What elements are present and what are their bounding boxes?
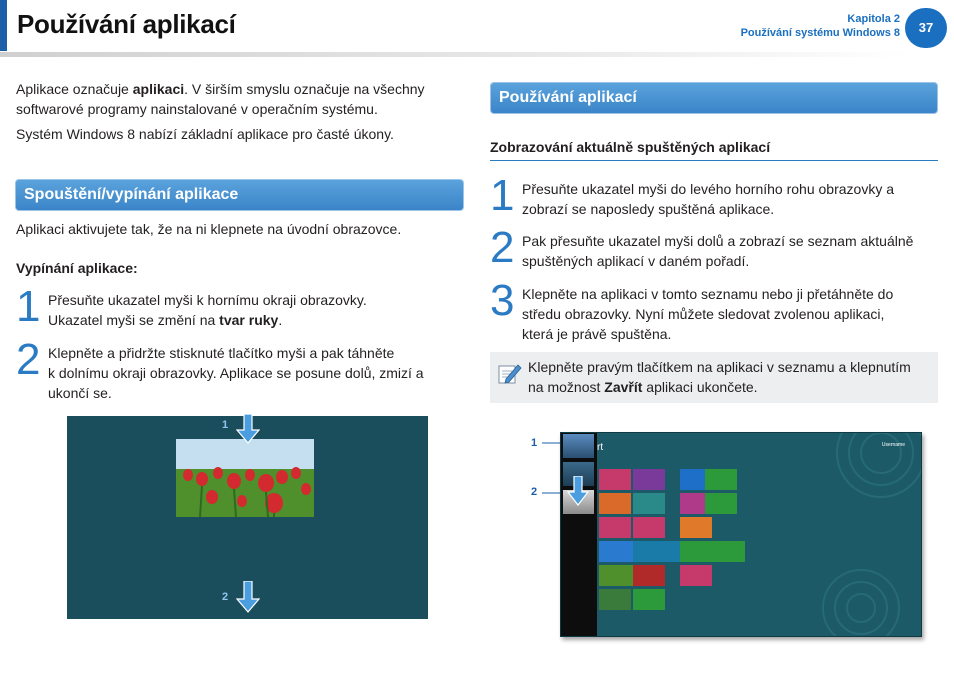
right-step-number-3: 3	[490, 276, 515, 325]
tile-calendar[interactable]	[633, 469, 665, 490]
section-title-start-stop: Spouštění/vypínání aplikace	[24, 186, 239, 203]
tile-store[interactable]	[705, 469, 737, 490]
right-step-2-text: Pak přesuňte ukazatel myši dolů a zobrazí se seznam aktuálně spuštěných aplikací v daném pořadí.	[522, 233, 914, 269]
subheading-running-apps: Zobrazování aktuálně spuštěných aplikací	[490, 139, 771, 155]
tile-video[interactable]	[633, 517, 665, 538]
section-bar-using-apps	[490, 82, 938, 114]
step-number-2: 2	[16, 335, 41, 384]
header-accent-bar	[0, 0, 7, 51]
intro-paragraph-2: Systém Windows 8 nabízí základní aplikace pro časté úkony.	[16, 126, 394, 142]
note-pencil-icon	[496, 360, 522, 386]
right-step-3-text: Klepněte na aplikaci v tomto seznamu nebo ji přetáhněte do středu obrazovky. Nyní můžete sledovat zvolenou aplikaci, která je právě spuštěna.	[522, 286, 894, 342]
arrow-down-icon-top	[236, 414, 260, 444]
tile-people[interactable]	[599, 493, 631, 514]
close-app-illustration	[67, 416, 428, 619]
page-number-badge: 37	[905, 8, 947, 48]
close-heading: Vypínání aplikace:	[16, 260, 138, 276]
app-switch-list	[561, 433, 597, 636]
section-bar-start-stop	[15, 179, 464, 211]
page-title: Používání aplikací	[17, 9, 236, 39]
right-illustration-label-2: 2	[531, 486, 538, 498]
right-step-number-1: 1	[490, 171, 515, 220]
close-option-bold: Zavřít	[604, 379, 643, 395]
left-step-1-text: Přesuňte ukazatel myši k hornímu okraji obrazovky. Ukazatel myši se změní na tvar ruky.	[48, 292, 367, 328]
tip-text: Klepněte pravým tlačítkem na aplikaci v seznamu a klepnutím na možnost Zavřít aplikaci ukončete.	[528, 359, 911, 395]
activate-paragraph: Aplikaci aktivujete tak, že na ni klepnete na úvodní obrazovce.	[16, 221, 402, 237]
tulip-field-image	[176, 439, 314, 517]
intro-paragraph-1: Aplikace označuje aplikaci. V širším smyslu označuje na všechny softwarové programy nainstalované v operačním systému.	[16, 81, 425, 117]
right-step-number-2: 2	[490, 223, 515, 272]
tile-news[interactable]	[705, 493, 737, 514]
arrow-down-icon-bottom	[236, 581, 260, 613]
user-name: Username	[881, 442, 905, 448]
tile-maps[interactable]	[633, 565, 665, 586]
tile-sport[interactable]	[680, 541, 745, 562]
left-step-2-text: Klepněte a přidržte stisknuté tlačítko myši a pak táhněte k dolnímu okraji obrazovky. Aplikace se posune dolů, zmizí a ukončí se.	[48, 345, 424, 401]
right-illustration-label-1: 1	[531, 437, 538, 449]
tile-xbox[interactable]	[633, 589, 665, 610]
chapter-info	[741, 12, 900, 40]
chapter-title: Používání systému Windows 8	[740, 27, 900, 39]
tile-mail[interactable]	[599, 469, 631, 490]
illustration-label-1: 1	[222, 419, 229, 431]
app-window-tulips	[176, 439, 314, 517]
tile-music[interactable]	[680, 517, 712, 538]
start-screen-illustration	[560, 432, 922, 637]
tip-box	[490, 352, 938, 403]
switch-thumb-1	[563, 434, 594, 458]
tile-games[interactable]	[599, 589, 631, 610]
arrow-down-icon-switch	[567, 476, 589, 506]
subheading-underline	[490, 160, 938, 161]
chapter-label: Kapitola 2	[847, 13, 900, 25]
right-step-1-text: Přesuňte ukazatel myši do levého horního rohu obrazovky a zobrazí se naposledy spuštěná aplikace.	[522, 181, 894, 217]
tile-photos[interactable]	[633, 493, 665, 514]
step-number-1: 1	[16, 282, 41, 331]
tile-camera[interactable]	[680, 565, 712, 586]
start-title-partial: rt	[597, 442, 604, 453]
illustration-label-2: 2	[222, 591, 229, 603]
hand-shape-bold: tvar ruky	[219, 312, 279, 328]
section-title-using-apps: Používání aplikací	[499, 89, 637, 106]
header-divider	[0, 52, 910, 57]
intro-term-bold: aplikaci	[132, 81, 185, 97]
tile-messaging[interactable]	[599, 517, 631, 538]
